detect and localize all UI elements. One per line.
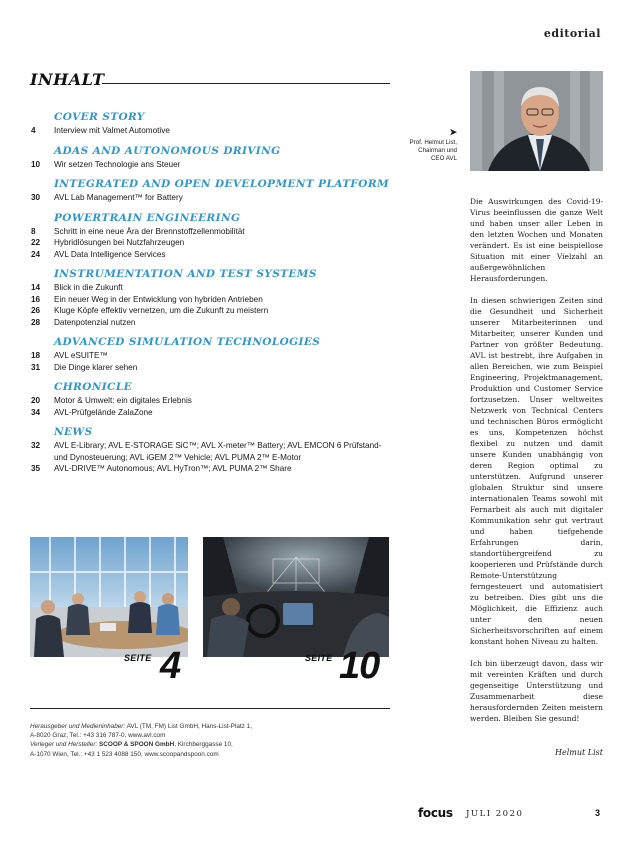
toc-section [30, 335, 390, 373]
teaser-photo-meeting[interactable] [30, 537, 188, 657]
toc-entry-page: 34 [31, 407, 41, 417]
toc-entry-page: 35 [31, 464, 41, 473]
toc-section [30, 380, 390, 418]
toc-entry-page: 30 [31, 193, 41, 202]
toc-entry-title: Datenpotenzial nutzen [54, 317, 136, 327]
toc-section-heading: NEWS [54, 426, 93, 438]
toc-entry-page: 28 [31, 317, 41, 327]
toc-section [30, 211, 390, 261]
imprint-producer-company: SCOOP & SPOON GmbH [97, 741, 175, 749]
toc-entry[interactable] [30, 407, 390, 419]
imprint [30, 722, 390, 759]
teaser-number-1 [160, 647, 180, 685]
toc-entry[interactable] [30, 282, 390, 294]
car-interior-illustration [203, 537, 389, 657]
toc-header [30, 70, 390, 90]
toc-entry-title: AVL Lab Management™ for Battery [54, 193, 183, 202]
toc-entry[interactable] [30, 362, 390, 374]
page-number: 3 [595, 808, 601, 818]
toc-section-heading: ADVANCED SIMULATION TECHNOLOGIES [54, 336, 321, 348]
toc-section-heading: ADAS AND AUTONOMOUS DRIVING [54, 144, 281, 157]
imprint-producer-text: , Kirchberggasse 10, [174, 741, 233, 749]
toc-entry-page: 24 [31, 249, 41, 259]
toc-entry[interactable] [30, 159, 390, 171]
toc-entry-title: Kluge Köpfe effektiv vernetzen, um die Zukunft zu meistern [54, 306, 269, 315]
caption-line: CEO AVL [430, 155, 457, 162]
teaser-page-number: 4 [160, 645, 181, 687]
toc-entry-title: Ein neuer Weg in der Entwicklung von hybriden Antrieben [54, 294, 263, 304]
toc-entry-page: 8 [31, 226, 36, 236]
teaser-number-2 [339, 647, 379, 685]
editorial-paragraph: Die Auswirkungen des Covid-19-Virus beeinflussen die ganze Welt und haben unser aller Leben in den letzten Wochen und Monaten verändert. Es ist eine beispiellose Situation mit einer Vielzahl an außergewöhnlichen Herausforderungen. [470, 197, 603, 283]
toc-entry-title: AVL Data Intelligence Services [54, 249, 166, 259]
toc-entry-title: AVL-Prüfgelände ZalaZone [54, 407, 153, 417]
meeting-photo-illustration [30, 537, 188, 657]
toc-entry-page: 14 [31, 283, 41, 292]
imprint-line-3 [30, 740, 390, 749]
toc-entry-page: 32 [31, 441, 41, 450]
toc-entry[interactable] [30, 192, 390, 204]
toc-section [30, 144, 390, 171]
toc-section-heading: INTEGRATED AND OPEN DEVELOPMENT PLATFORM [54, 178, 389, 190]
toc-entry-page: 31 [31, 362, 41, 372]
imprint-publisher-text: AVL (TM, FM) List GmbH, Hans-List-Platz 1, [125, 723, 252, 730]
toc-entry-page: 18 [31, 351, 41, 360]
toc-entry[interactable] [30, 317, 390, 329]
toc-section-heading: CHRONICLE [54, 381, 133, 393]
caption-line: Chairman und [418, 147, 457, 154]
toc-entry-page: 4 [31, 126, 36, 135]
portrait-photo [470, 71, 603, 171]
magazine-logo: focus [418, 806, 453, 820]
teaser-page-number: 10 [339, 645, 380, 687]
table-of-contents [30, 110, 390, 482]
section-tag: editorial [543, 27, 601, 40]
imprint-line-1 [30, 722, 390, 731]
portrait-illustration [470, 71, 603, 171]
toc-entry[interactable] [30, 440, 390, 463]
toc-entry[interactable] [30, 226, 390, 238]
toc-title-rule [102, 83, 390, 84]
teaser-label-1 [124, 648, 152, 666]
toc-section [30, 110, 390, 137]
toc-entry-title: Die Dinge klarer sehen [54, 362, 138, 372]
toc-entry-title: Blick in die Zukunft [54, 283, 123, 292]
toc-entry[interactable] [30, 249, 390, 261]
toc-title: INHALT [30, 70, 105, 89]
imprint-line-2: A-8020 Graz, Tel.: +43 316 787-0, www.avl.com [30, 732, 166, 740]
editorial-paragraph: In diesen schwierigen Zeiten sind die Gesundheit und Sicherheit unserer Mitarbeiterinnen und Mitarbeiter, unserer Kunden und Partner von größter Bedeutung. AVL ist bestrebt, ihre Aufgaben in allen Bereichen, wie zum Beispiel Engineering, Projektmanagement, Produktion und Customer Service fortzusetzen. Unser weltweites Netzwerk von Technical Centers und technischen Büros ermöglicht es uns, Kompetenzen höchst flexibel zu nutzen und damit unsere Kunden unabhängig von deren Region optimal zu unterstützen. Aufgrund unserer globalen Struktur sind unsere internationalen Teams sowohl mit Fernarbeit als auch mit digitaler Kommunikation sehr gut vertraut und haben tiefgehende Erfahrungen darin, standortübergreifend zu kooperieren und Prüfstände durch Remote-Unterstützung ferngesteuert und automatisiert zu betreiben. Dies gibt uns die Möglichkeit, die Effizienz auch unter den neuen Sicherheitsvorschriften auf einem konstant hohen Niveau zu halten. [470, 296, 603, 646]
toc-entry-title: Interview mit Valmet Automotive [54, 126, 170, 135]
toc-entry-page: 16 [31, 294, 41, 304]
toc-section [30, 425, 390, 475]
caption-arrow-icon: ➤ [449, 127, 457, 137]
imprint-rule [30, 708, 390, 709]
issue-date: JULI 2020 [466, 809, 524, 819]
imprint-line-4: A-1070 Wien, Tel.: +43 1 523 4088 150, www.scoopandspoon.com [30, 750, 219, 758]
portrait-caption [377, 139, 457, 163]
editorial-signature: Helmut List [555, 748, 603, 757]
toc-entry-page: 22 [31, 238, 41, 247]
editorial-body [470, 196, 603, 735]
toc-entry[interactable] [30, 395, 390, 407]
toc-entry[interactable] [30, 350, 390, 362]
toc-section-heading: INSTRUMENTATION AND TEST SYSTEMS [54, 268, 317, 280]
toc-entry[interactable] [30, 305, 390, 317]
toc-section [30, 267, 390, 328]
toc-section [30, 177, 390, 204]
toc-entry-title: AVL-DRIVE™ Autonomous; AVL HyTron™; AVL PUMA 2™ Share [54, 464, 292, 473]
caption-line: Prof. Helmut List, [409, 139, 457, 146]
teaser-label-word: SEITE [124, 653, 152, 663]
toc-entry-title: AVL E-Library; AVL E-STORAGE SiC™; AVL X-meter™ Battery; AVL EMCON 6 Prüfstand- und Dynosteuerung; AVL iGEM 2™ Vehicle; AVL PUMA 2™ E-Motor [54, 441, 382, 462]
imprint-producer-label: Verleger und Hersteller: [30, 741, 98, 749]
toc-entry-page: 20 [31, 396, 41, 405]
toc-section-heading: COVER STORY [54, 111, 145, 123]
toc-entry-page: 26 [31, 306, 41, 315]
toc-section-heading: POWERTRAIN ENGINEERING [54, 211, 241, 224]
toc-entry-title: Schritt in eine neue Ära der Brennstoffzellenmobilität [54, 226, 245, 236]
teaser-label-2 [305, 648, 333, 666]
toc-entry[interactable] [30, 237, 390, 249]
toc-entry[interactable] [30, 294, 390, 306]
imprint-publisher-label: Herausgeber und Medieninhaber: [30, 723, 126, 730]
toc-entry-page: 10 [31, 159, 41, 169]
toc-entry-title: Motor & Umwelt: ein digitales Erlebnis [54, 396, 192, 405]
toc-entry[interactable] [30, 463, 390, 475]
editorial-paragraph: Ich bin überzeugt davon, dass wir mit vereinten Kräften und durch gegenseitige Unterstützung und Zusammenarbeit diese herausfordernden Zeiten meistern werden. Bleiben Sie gesund! [470, 659, 603, 723]
toc-entry-title: AVL eSUITE™ [54, 351, 108, 360]
toc-entry[interactable] [30, 125, 390, 137]
teaser-photo-car-interior[interactable] [203, 537, 389, 657]
toc-entry-title: Hybridlösungen bei Nutzfahrzeugen [54, 238, 185, 247]
teaser-label-word: SEITE [305, 653, 333, 663]
toc-entry-title: Wir setzen Technologie ans Steuer [54, 159, 181, 169]
